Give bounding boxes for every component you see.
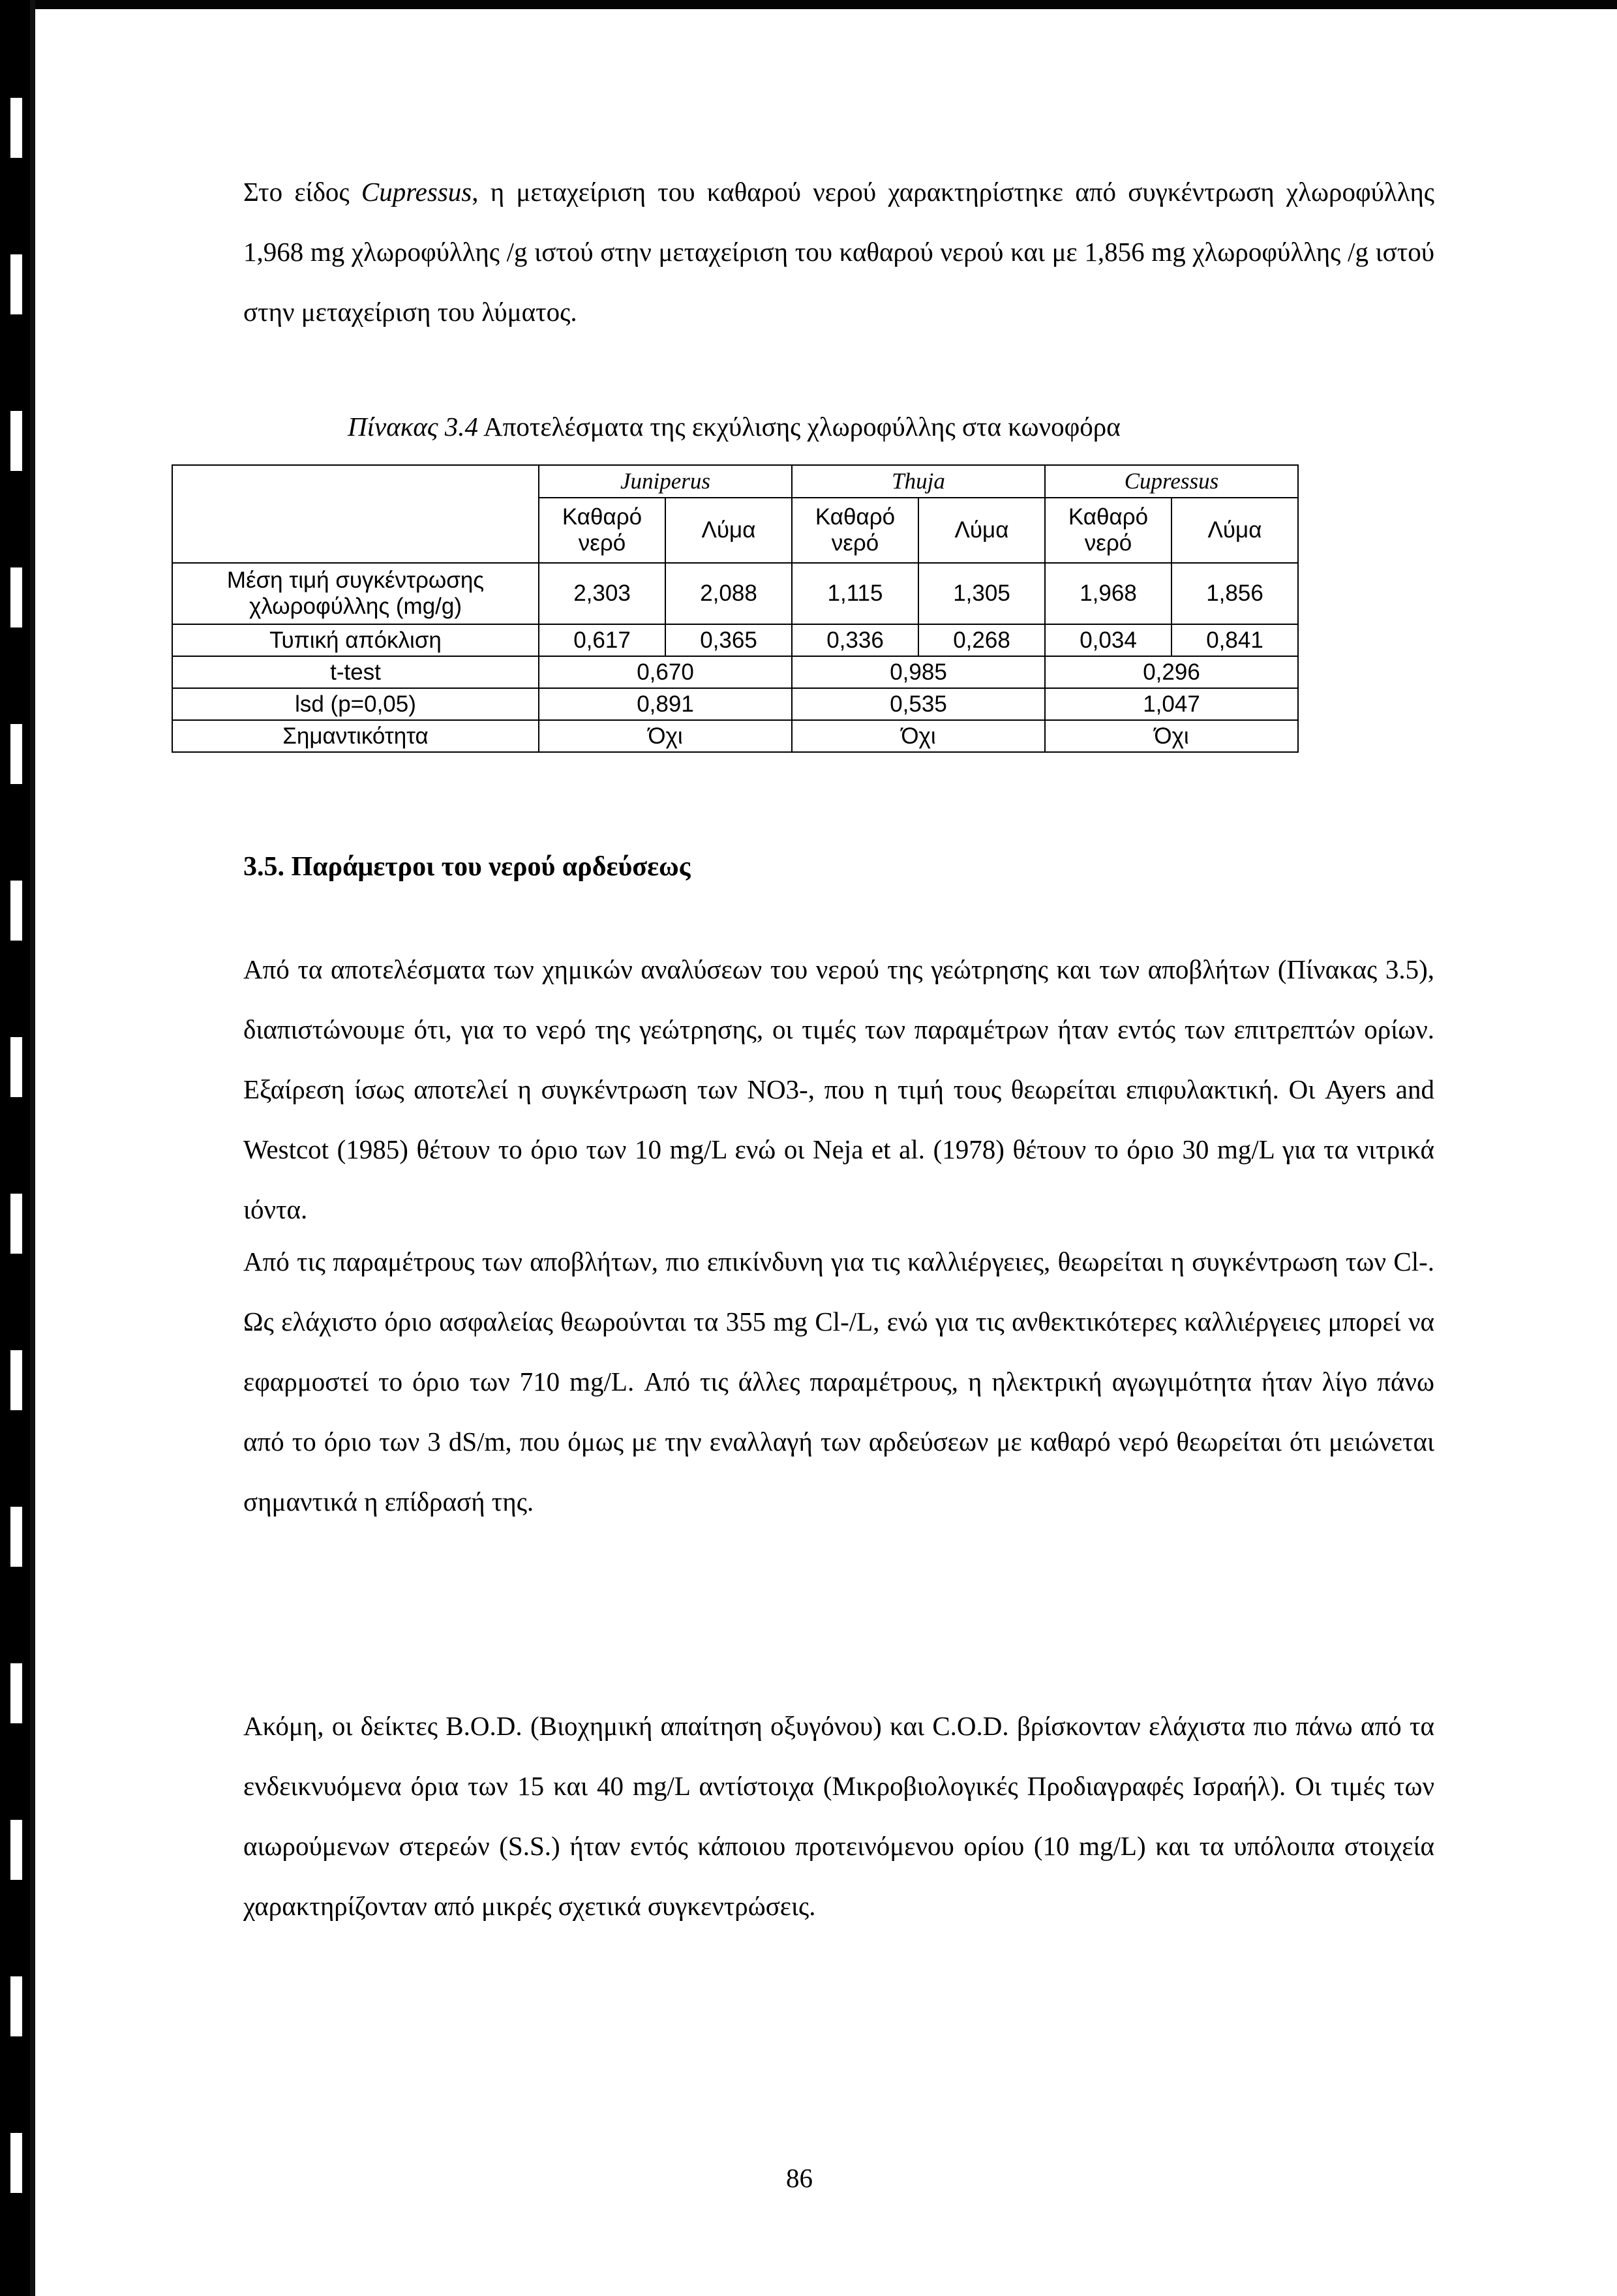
table-cell: 2,303 <box>539 563 665 624</box>
row-label: Σημαντικότητα <box>172 720 539 752</box>
table-cell: 0,034 <box>1045 624 1171 656</box>
table-cell: 0,365 <box>665 624 792 656</box>
table-cell: 0,336 <box>792 624 918 656</box>
binder-hole <box>10 881 22 941</box>
species-header-row <box>172 465 1298 498</box>
treatment-header: Λύμα <box>665 498 792 563</box>
table-cell: 0,535 <box>792 688 1045 720</box>
table-row <box>172 563 1298 624</box>
page-number: 86 <box>786 2163 813 2193</box>
paragraph: Από τα αποτελέσματα των χημικών αναλύσεων του νερού της γεώτρησης και των αποβλήτων (Πίνακας 3.5), διαπιστώνουμε ότι, για το νερό της γεώτρησης, οι τιμές των παραμέτρων ήταν εντός των επιτρεπτών ορίων. Εξαίρεση ίσως αποτελεί η συγκέντρωση των NO3-, που η τιμή τους θεωρείται επιφυλακτική. Οι Ayers and Westcot (1985) θέτουν το όριο των 10 mg/L ενώ οι Neja et al. (1978) θέτουν το όριο 30 mg/L για τα νιτρικά ιόντα. <box>243 954 1434 1224</box>
table-caption <box>348 411 1121 442</box>
scan-top-border <box>0 0 1617 9</box>
row-label: t-test <box>172 656 539 688</box>
treatment-header: Λύμα <box>918 498 1045 563</box>
stats-row <box>172 656 1298 688</box>
species-header: Thuja <box>792 465 1045 498</box>
row-label: Μέση τιμή συγκέντρωσης χλωροφύλλης (mg/g) <box>172 563 539 624</box>
table-caption-text: Αποτελέσματα της εκχύλισης χλωροφύλλης στα κωνοφόρα <box>478 412 1121 442</box>
species-header: Cupressus <box>1045 465 1298 498</box>
paragraph: Από τις παραμέτρους των αποβλήτων, πιο επικίνδυνη για τις καλλιέργειες, θεωρείται η συγκέντρωση των Cl-. Ως ελάχιστο όριο ασφαλείας θεωρούνται τα 355 mg Cl-/L, ενώ για τις ανθεκτικότερες καλλιέργειες μπορεί να εφαρμοστεί το όριο των 710 mg/L. Από τις άλλες παραμέτρους, η ηλεκτρική αγωγιμότητα ήταν λίγο πάνω από το όριο των 3 dS/m, που όμως με την εναλλαγή των αρδεύσεων με καθαρό νερό θεωρείται ότι μειώνεται σημαντικά η επίδρασή της. <box>243 1246 1434 1517</box>
table-row <box>172 624 1298 656</box>
species-header: Juniperus <box>539 465 792 498</box>
chlorophyll-results-table <box>172 464 1299 753</box>
table-cell: 1,047 <box>1045 688 1298 720</box>
row-label: lsd (p=0,05) <box>172 688 539 720</box>
intro-paragraph: Στο είδος Cupressus, η μεταχείριση του καθαρού νερού χαρακτηρίστηκε από συγκέντρωση χλωροφύλλης 1,968 mg χλωροφύλλης /g ιστού στην μεταχείριση του καθαρού νερού και με 1,856 mg χλωροφύλλης /g ιστού στην μεταχείριση του λύματος. <box>243 177 1434 327</box>
treatment-header: Λύμα <box>1171 498 1298 563</box>
table-cell: 1,856 <box>1171 563 1298 624</box>
table-cell: 0,670 <box>539 656 792 688</box>
row-label: Τυπική απόκλιση <box>172 624 539 656</box>
table-cell: 0,891 <box>539 688 792 720</box>
table-cell: 0,296 <box>1045 656 1298 688</box>
binder-hole <box>10 567 22 627</box>
scan-left-border <box>0 0 30 2296</box>
table-cell: Όχι <box>1045 720 1298 752</box>
table-cell: Όχι <box>792 720 1045 752</box>
binder-hole <box>10 254 22 314</box>
table-cell: 2,088 <box>665 563 792 624</box>
paragraph: Ακόμη, οι δείκτες B.O.D. (Βιοχημική απαίτηση οξυγόνου) και C.O.D. βρίσκονταν ελάχιστα πιο πάνω από τα ενδεικνυόμενα όρια των 15 και 40 mg/L αντίστοιχα (Μικροβιολογικές Προδιαγραφές Ισραήλ). Οι τιμές των αιωρούμενων στερεών (S.S.) ήταν εντός κάποιου προτεινόμενου ορίου (10 mg/L) και τα υπόλοιπα στοιχεία χαρακτηρίζονταν από μικρές σχετικά συγκεντρώσεις. <box>243 1711 1434 1921</box>
empty-corner-cell <box>172 465 539 563</box>
treatment-header: Καθαρό νερό <box>1045 498 1171 563</box>
section-title: 3.5. Παράμετροι του νερού αρδεύσεως <box>243 852 691 882</box>
treatment-header: Καθαρό νερό <box>539 498 665 563</box>
table-cell: 1,115 <box>792 563 918 624</box>
table-caption-label: Πίνακας 3.4 <box>348 412 479 442</box>
table-cell: 1,968 <box>1045 563 1171 624</box>
table-cell: 0,268 <box>918 624 1045 656</box>
table-cell: 0,617 <box>539 624 665 656</box>
binder-hole <box>10 1976 22 2036</box>
stats-row <box>172 688 1298 720</box>
binder-hole <box>10 1820 22 1880</box>
binder-hole <box>10 724 22 784</box>
binder-hole <box>10 1507 22 1567</box>
binder-hole <box>10 98 22 158</box>
binder-hole <box>10 1663 22 1723</box>
table-cell: Όχι <box>539 720 792 752</box>
binder-hole <box>10 411 22 471</box>
table-cell: 1,305 <box>918 563 1045 624</box>
stats-row <box>172 720 1298 752</box>
scan-margin-line <box>30 0 35 2296</box>
table-cell: 0,985 <box>792 656 1045 688</box>
binder-hole <box>10 1037 22 1097</box>
binder-hole <box>10 1350 22 1410</box>
table-cell: 0,841 <box>1171 624 1298 656</box>
treatment-header: Καθαρό νερό <box>792 498 918 563</box>
binder-hole <box>10 1194 22 1254</box>
binder-hole <box>10 2133 22 2193</box>
